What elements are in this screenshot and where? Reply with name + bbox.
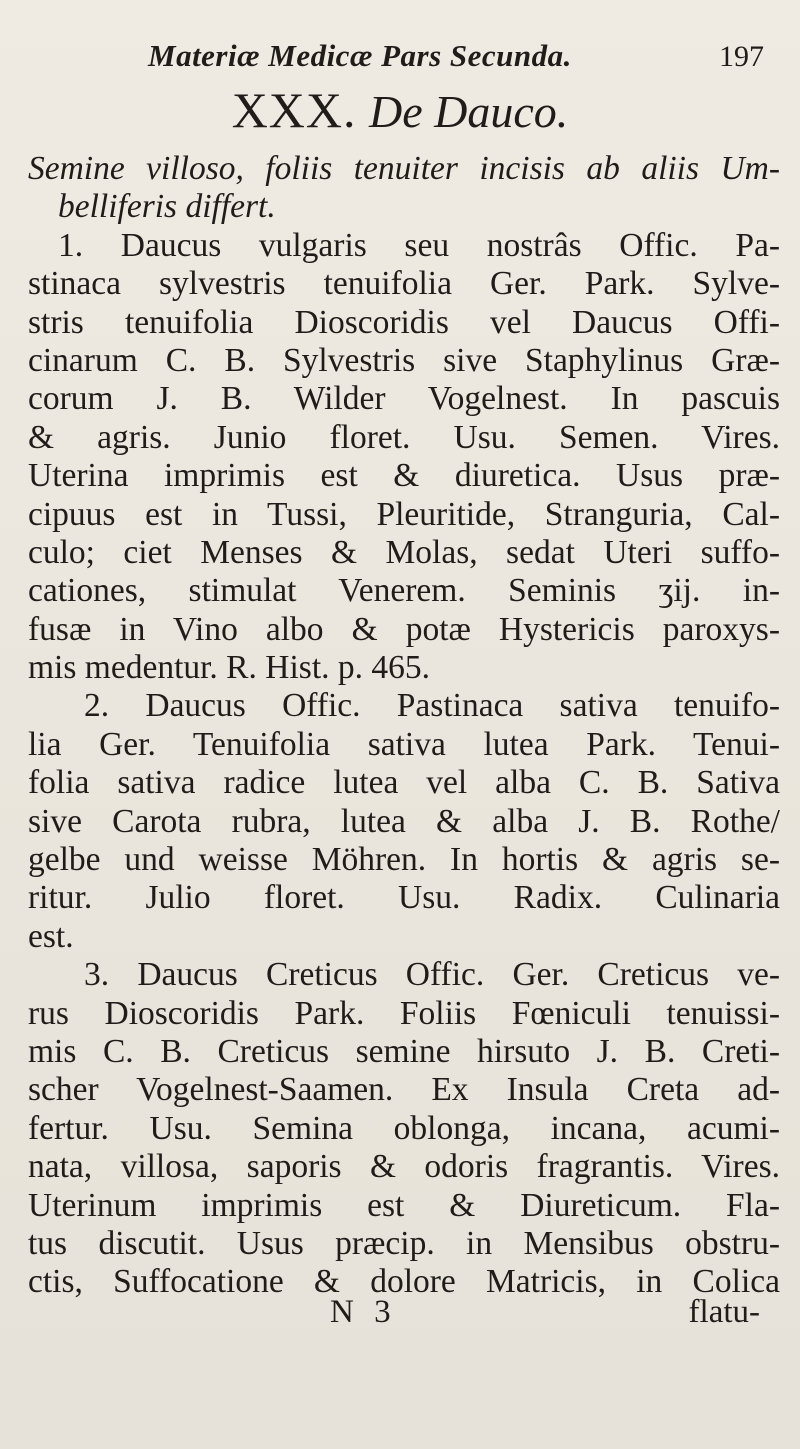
text-line: lia Ger. Tenuifolia sativa lutea Park. Tenui- — [28, 725, 780, 763]
text-line: 2. Daucus Offic. Pastinaca sativa tenuifo- — [84, 687, 780, 725]
text-line: mis C. B. Creticus semine hirsuto J. B. Creti- — [28, 1032, 780, 1070]
text-line: stinaca sylvestris tenuifolia Ger. Park. Sylve- — [28, 265, 780, 303]
text-line: gelbe und weisse Möhren. In hortis & agris se- — [28, 841, 780, 879]
text-line: corum J. B. Wilder Vogelnest. In pascuis — [28, 380, 780, 418]
text-line: ctis, Suffocatione & dolore Matricis, in Colica — [28, 1263, 780, 1301]
page-number: 197 — [719, 40, 764, 73]
text-line: tus discutit. Usus præcip. in Mensibus obstru- — [28, 1224, 780, 1262]
text-line: mis medentur. R. Hist. p. 465. — [28, 649, 430, 687]
signature-mark: N 3 — [330, 1294, 397, 1330]
text-line: est. — [28, 917, 74, 955]
text-line: stris tenuifolia Dioscoridis vel Daucus Offi- — [28, 303, 780, 341]
text-line: rus Dioscoridis Park. Foliis Fœniculi tenuissi- — [28, 994, 780, 1032]
text-line: fusæ in Vino albo & potæ Hystericis paroxys- — [28, 610, 780, 648]
text-line: 3. Daucus Creticus Offic. Ger. Creticus ve- — [84, 956, 780, 994]
chapter-heading — [0, 80, 800, 142]
text-line: 1. Daucus vulgaris seu nostrâs Offic. Pa- — [58, 226, 780, 264]
text-line: scher Vogelnest-Saamen. Ex Insula Creta ad- — [28, 1071, 780, 1109]
text-line: & agris. Junio floret. Usu. Semen. Vires. — [28, 418, 780, 456]
text-line: Uterina imprimis est & diuretica. Usus præ- — [28, 457, 780, 495]
text-line: culo; ciet Menses & Molas, sedat Uteri suffo- — [28, 533, 780, 571]
body-text — [28, 150, 780, 1302]
text-line: nata, villosa, saporis & odoris fragrantis. Vires. — [28, 1148, 780, 1186]
page-footer — [0, 1294, 800, 1334]
text-line: folia sativa radice lutea vel alba C. B. Sativa — [28, 764, 780, 802]
text-line: ritur. Julio floret. Usu. Radix. Culinaria — [28, 879, 780, 917]
text-line: sive Carota rubra, lutea & alba J. B. Rothe/ — [28, 802, 780, 840]
text-line: cinarum C. B. Sylvestris sive Staphylinus Græ- — [28, 341, 780, 379]
chapter-title: De Dauco. — [369, 86, 569, 137]
text-line: belliferis differt. — [58, 188, 276, 226]
catchword: flatu- — [688, 1294, 760, 1330]
running-head — [0, 38, 800, 78]
text-line: Semine villoso, foliis tenuiter incisis ab aliis Um- — [28, 150, 780, 187]
text-line: cipuus est in Tussi, Pleuritide, Stranguria, Cal- — [28, 495, 780, 533]
chapter-number: XXX. — [231, 82, 357, 138]
text-line: fertur. Usu. Semina oblonga, incana, acumi- — [28, 1109, 780, 1147]
text-line: cationes, stimulat Venerem. Seminis ʒij. in- — [28, 572, 780, 610]
text-line: Uterinum imprimis est & Diureticum. Fla- — [28, 1186, 780, 1224]
running-title: Materiæ Medicæ Pars Secunda. — [148, 38, 572, 73]
